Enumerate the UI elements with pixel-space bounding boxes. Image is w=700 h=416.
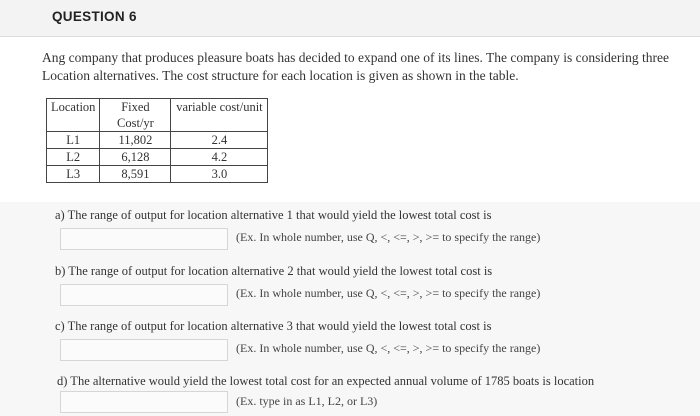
table-cell: 4.2 xyxy=(171,149,268,166)
table-cell: L2 xyxy=(47,149,100,166)
table-cell: 8,591 xyxy=(100,166,171,183)
part-b-label: b) The range of output for location alternative 2 that would yield the lowest total cost is xyxy=(55,264,493,278)
table-cell: 6,128 xyxy=(100,149,171,166)
table-cell: L1 xyxy=(47,132,100,149)
part-a-hint: (Ex. In whole number, use Q, <, <=, >, >= to specify the range) xyxy=(236,230,541,244)
table-row xyxy=(47,132,268,149)
table-cell: 3.0 xyxy=(171,166,268,183)
table-row xyxy=(47,166,268,183)
table-header-location: Location xyxy=(47,99,100,132)
part-a-answer-input[interactable] xyxy=(60,228,228,250)
part-d-label: d) The alternative would yield the lowest total cost for an expected annual volume of 1785 boats is location xyxy=(57,374,595,388)
table-header-row xyxy=(47,99,268,132)
table-cell: L3 xyxy=(47,166,100,183)
question-header xyxy=(0,0,700,37)
table-header-variable-cost: variable cost/unit xyxy=(171,99,268,132)
part-c-hint: (Ex. In whole number, use Q, <, <=, >, >= to specify the range) xyxy=(236,341,541,355)
question-text: Ang company that produces pleasure boats has decided to expand one of its lines. The company is considering three Location alternatives. The cost structure for each location is given as shown in the table. xyxy=(42,50,669,83)
part-d-answer-input[interactable] xyxy=(60,391,228,413)
part-b-answer-input[interactable] xyxy=(60,284,228,306)
part-c-answer-input[interactable] xyxy=(60,339,228,361)
table-cell: 11,802 xyxy=(100,132,171,149)
part-a-label: a) The range of output for location alternative 1 that would yield the lowest total cost is xyxy=(55,208,492,222)
part-c-label: c) The range of output for location alternative 3 that would yield the lowest total cost is xyxy=(55,319,492,333)
cost-table xyxy=(46,98,268,183)
table-cell: 2.4 xyxy=(171,132,268,149)
table-header-fixed-cost: Fixed Cost/yr xyxy=(100,99,171,132)
table-row xyxy=(47,149,268,166)
question-title: QUESTION 6 xyxy=(52,9,137,24)
part-b-hint: (Ex. In whole number, use Q, <, <=, >, >= to specify the range) xyxy=(236,286,541,300)
part-d-hint: (Ex. type in as L1, L2, or L3) xyxy=(236,394,378,408)
